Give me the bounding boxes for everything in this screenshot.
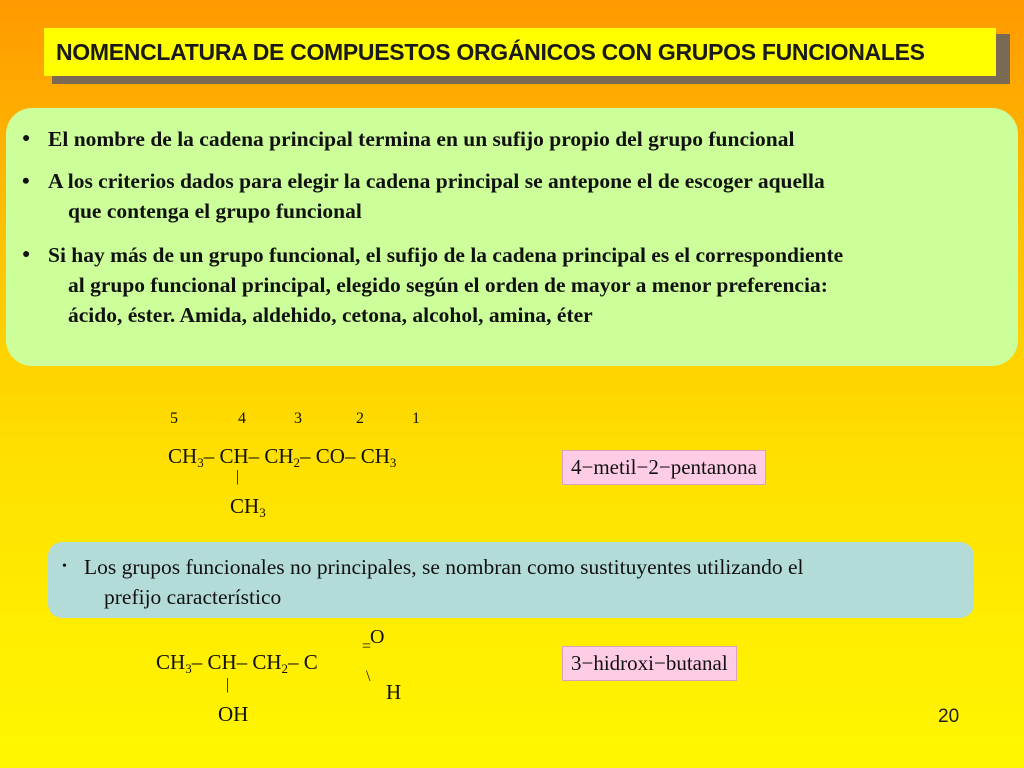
page-title: NOMENCLATURA DE COMPUESTOS ORGÁNICOS CON GRUPOS FUNCIONALES [56, 38, 925, 65]
note-text: Los grupos funcionales no principales, se nombran como sustituyentes utilizando el [84, 555, 804, 579]
carbon-number: 2 [356, 410, 364, 427]
compound-name: 3−hidroxi−butanal [562, 646, 737, 681]
rule-text: Si hay más de un grupo funcional, el sufijo de la cadena principal es el correspondiente [48, 243, 844, 267]
rules-panel [6, 108, 1018, 366]
rule-text-cont: ácido, éster. Amida, aldehido, cetona, alcohol, amina, éter [68, 303, 593, 327]
bullet-icon: ● [22, 131, 31, 146]
branch-bond: | [226, 676, 230, 693]
note-panel [48, 542, 974, 618]
compound-name: 4−metil−2−pentanona [562, 450, 766, 485]
bullet-icon: • [62, 559, 67, 574]
oxygen-atom: O [370, 626, 385, 648]
hydrogen-atom: H [386, 680, 402, 704]
carbon-number: 5 [170, 410, 178, 427]
double-bond: = [362, 638, 372, 655]
rule-text: El nombre de la cadena principal termina en un sufijo propio del grupo funcional [48, 127, 795, 151]
molecule-chain: $CH_3-$ CH– $CH_2-$ C [156, 650, 318, 676]
rule-text-cont: que contenga el grupo funcional [68, 199, 362, 223]
molecule-branch: OH [218, 702, 249, 726]
rule-text: A los criterios dados para elegir la cadena principal se antepone el de escoger aquella [48, 169, 825, 193]
carbon-number: 1 [412, 410, 420, 427]
rule-text-cont: al grupo funcional principal, elegido según el orden de mayor a menor preferencia: [68, 273, 828, 297]
carbon-number: 4 [238, 410, 246, 427]
rule-item [22, 240, 1002, 330]
branch-bond: | [236, 468, 240, 485]
molecule-chain: $CH_3-$ CH– $CH_2-$ CO– $CH_3$ [168, 444, 397, 470]
molecule-branch: $CH_3$ [230, 494, 266, 520]
carbon-number: 3 [294, 410, 302, 427]
bullet-icon: ● [22, 247, 31, 262]
title-banner [44, 28, 996, 76]
page-number: 20 [938, 706, 960, 727]
note-text-cont: prefijo característico [104, 585, 282, 609]
rule-item [22, 166, 1002, 226]
bullet-icon: • [22, 168, 30, 193]
single-bond: \ [366, 668, 371, 685]
rule-item [22, 124, 1002, 154]
